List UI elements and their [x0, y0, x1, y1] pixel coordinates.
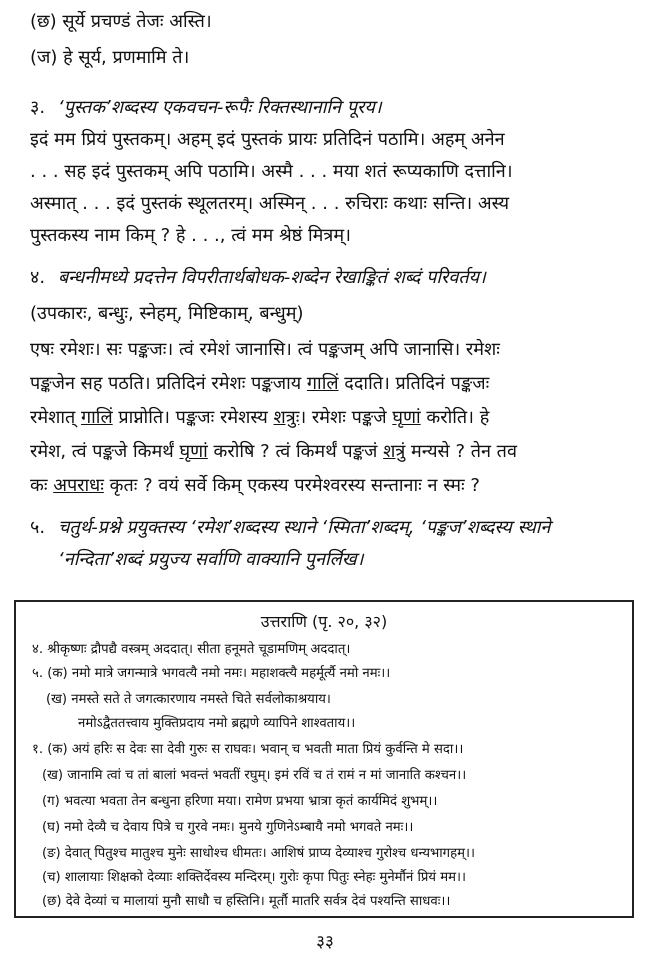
underlined-word: गालिं [306, 373, 339, 394]
underlined-word: घृणां [179, 441, 208, 462]
q4-instruction: बन्धनीमध्ये प्रदत्तेन विपरीतार्थबोधक-शब्देन रेखाङ्कितं शब्दं परिवर्तय। [58, 267, 486, 288]
q5-number: ५. [30, 517, 46, 538]
q4-options: (उपकारः, बन्धुः, स्नेहम्, मिष्टिकाम्, बन्धुम्) [30, 303, 304, 324]
answer-line: नमोऽद्वैततत्त्वाय मुक्तिप्रदाय नमो ब्रह्मणे व्यापिने शाश्वताय।। [78, 716, 356, 731]
answers-box [14, 600, 634, 918]
text-span: मन्यसे ? तेन तव [405, 441, 517, 462]
underlined-word: शत्रुः [273, 407, 300, 428]
text-span: करोति। हे [420, 407, 490, 428]
answer-line: (च) शालायाः शिक्षको देव्याः शक्तिर्देवस्य मन्दिरम्। गुरोः कृपा पितुः स्नेहः मुनेर्मौनं प्रियं मम।। [42, 870, 466, 885]
item-chha: (छ) सूर्ये प्रचण्डं तेजः अस्ति। [30, 11, 212, 32]
q4-heading [30, 266, 486, 290]
q5-heading-line-2: ‘नन्दिता’शब्दं प्रयुज्य सर्वाणि वाक्यानि पुनर्लिख। [58, 549, 364, 570]
answer-line: (घ) नमो देव्यै च देवाय पित्रे च गुरवे नमः। मुनये गुणिनेऽम्बायै नमो भगवते नमः।। [42, 820, 414, 835]
answer-line: (ङ) देवात् पितुश्च मातुश्च मुनेः साधोश्च धीमतः। आशिषं प्राप्य देव्याश्च गुरोश्च धन्यभागहम्।। [42, 846, 475, 861]
underlined-word: गालिं [81, 407, 113, 428]
answer-line: ४. श्रीकृष्णः द्रौपद्यै वस्त्रम् अददात्। सीता हनूमते चूडामणिम् अददात्। [32, 642, 351, 657]
page-number: ३३ [316, 932, 334, 952]
q3-line-1: इदं मम प्रियं पुस्तकम्। अहम् इदं पुस्तकं प्रायः प्रतिदिनं पठामि। अहम् अनेन [30, 129, 505, 150]
answer-line: १. (क) अयं हरिः स देवः सा देवी गुरुः स राघवः। भवान् च भवती माता प्रियं कुर्वन्ति मे सदा।। [32, 742, 464, 757]
q3-number: ३. [30, 97, 46, 118]
text-span: ददाति। प्रतिदिनं पङ्कजः [338, 373, 490, 394]
answers-title: उत्तराणि (पृ. २०, ३२) [260, 612, 388, 631]
q3-instruction: ‘पुस्तक’शब्दस्य एकवचन-रूपैः रिक्तस्थानानि पूरय। [58, 97, 382, 118]
q4-line-4 [30, 440, 517, 464]
answer-line: (ग) भवत्या भवता तेन बन्धुना हरिणा मया। रामेण प्रभया भ्रात्रा कृतं कार्यमिदं शुभम्।। [42, 794, 438, 809]
q3-line-4: पुस्तकस्य नाम किम् ? हे . . ., त्वं मम श्रेष्ठं मित्रम्। [30, 225, 351, 246]
text-span: प्राप्नोति। पङ्कजः रमेशस्य [112, 407, 274, 428]
text-span: पङ्कजेन सह पठति। प्रतिदिनं रमेशः पङ्कजाय [30, 373, 307, 394]
q3-line-3: अस्मात् . . . इदं पुस्तकं स्थूलतरम्। अस्मिन् . . . रुचिराः कथाः सन्ति। अस्य [30, 193, 510, 214]
q3-heading [30, 96, 382, 120]
q4-number: ४. [30, 267, 46, 288]
q5-heading-line-1 [30, 516, 550, 540]
q3-line-2: . . . सह इदं पुस्तकम् अपि पठामि। अस्मै . . . मया शतं रूप्यकाणि दत्तानि। [30, 161, 513, 182]
answer-line: (ख) जानामि त्वां च तां बालां भवन्तं भवतीं रघुम्। इमं रविं च तं रामं न मां जानाति कश्चन।। [42, 768, 467, 783]
text-span: कः [30, 475, 54, 496]
answer-line: (ख) नमस्ते सते ते जगत्कारणाय नमस्ते चिते सर्वलोकाश्रयाय। [46, 692, 331, 707]
text-span: रमेश, त्वं पङ्कजे किमर्थं [30, 441, 180, 462]
underlined-word: शत्रुं [383, 441, 406, 462]
q4-line-2 [30, 372, 489, 396]
text-span: । रमेशः पङ्कजे [299, 407, 393, 428]
q4-line-3 [30, 406, 489, 430]
answer-line: ५. (क) नमो मात्रे जगन्मात्रे भगवत्यै नमो नमः। महाशक्त्यै महर्मूर्त्यै नमो नमः।। [32, 666, 391, 681]
text-span: कृतः ? वयं सर्वे किम् एकस्य परमेश्वरस्य सन्तानाः न स्मः ? [103, 475, 480, 496]
item-ja: (ज) हे सूर्य, प्रणमामि ते। [30, 47, 190, 68]
underlined-word: घृणां [392, 407, 421, 428]
text-span: रमेशात् [30, 407, 82, 428]
answer-line: (छ) देवे देव्यां च मालायां मुनौ साधौ च हस्तिनि। मूर्तौ मातरि सर्वत्र देवं पश्यन्ति साधवः।। [42, 894, 451, 909]
text-span: करोषि ? त्वं किमर्थं पङ्कजं [207, 441, 384, 462]
q4-line-5 [30, 474, 480, 498]
q5-instruction: चतुर्थ-प्रश्ने प्रयुक्तस्य ‘रमेश’शब्दस्य स्थाने ‘स्मिता’शब्दम्, ‘पङ्कज’शब्दस्य स्थाने [58, 517, 551, 538]
q4-line-1: एषः रमेशः। सः पङ्कजः। त्वं रमेशं जानासि। त्वं पङ्कजम् अपि जानासि। रमेशः [30, 339, 500, 360]
underlined-word: अपराधः [53, 475, 104, 496]
